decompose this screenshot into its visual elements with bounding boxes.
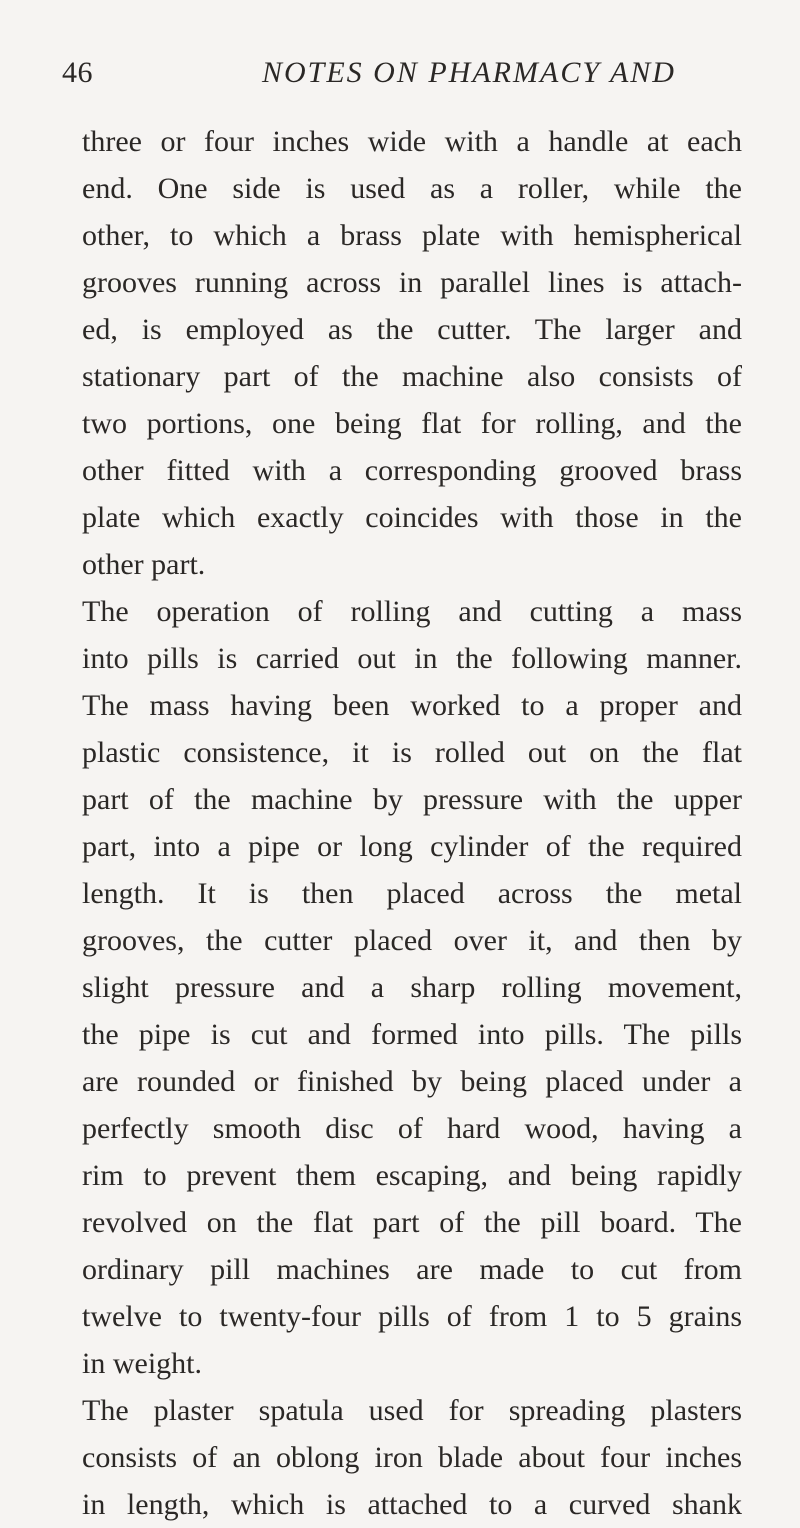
text-line: two portions, one being flat for rolling, and the [82, 407, 742, 440]
text-line: plastic consistence, it is rolled out on the flat [82, 736, 742, 769]
text-line: the pipe is cut and formed into pills. The pills [82, 1018, 742, 1051]
text-line: revolved on the flat part of the pill board. The [82, 1206, 742, 1239]
text-line: are rounded or finished by being placed under a [82, 1065, 742, 1098]
text-line: other, to which a brass plate with hemispherical [82, 219, 742, 252]
text-line: in weight. [82, 1347, 202, 1380]
text-line: end. One side is used as a roller, while the [82, 172, 742, 205]
page-number: 46 [62, 56, 93, 89]
running-title: NOTES ON PHARMACY AND [262, 56, 676, 89]
text-line: other fitted with a corresponding grooved brass [82, 454, 742, 487]
page-header [62, 56, 742, 100]
text-line: The mass having been worked to a proper and [82, 689, 742, 722]
text-line: other part. [82, 548, 206, 581]
text-line: ordinary pill machines are made to cut from [82, 1253, 742, 1286]
text-line: consists of an oblong iron blade about four inches [82, 1441, 742, 1474]
paragraph [82, 118, 742, 588]
text-line: in length, which is attached to a curved shank [82, 1488, 742, 1521]
body-text [82, 118, 742, 1528]
text-line: rim to prevent them escaping, and being rapidly [82, 1159, 742, 1192]
text-line: The operation of rolling and cutting a mass [82, 595, 742, 628]
text-line: grooves, the cutter placed over it, and then by [82, 924, 742, 957]
text-line: part, into a pipe or long cylinder of the required [82, 830, 742, 863]
paragraph [82, 1387, 742, 1528]
text-line: length. It is then placed across the metal [82, 877, 742, 910]
text-line: part of the machine by pressure with the upper [82, 783, 742, 816]
text-line: stationary part of the machine also consists of [82, 360, 742, 393]
text-line: three or four inches wide with a handle at each [82, 125, 742, 158]
text-line: slight pressure and a sharp rolling movement, [82, 971, 742, 1004]
text-line: twelve to twenty-four pills of from 1 to 5 grains [82, 1300, 742, 1333]
text-line: into pills is carried out in the following manner. [82, 642, 742, 675]
text-line: ed, is employed as the cutter. The larger and [82, 313, 742, 346]
text-line: The plaster spatula used for spreading plasters [82, 1394, 742, 1427]
paragraph [82, 588, 742, 1387]
text-line: plate which exactly coincides with those in the [82, 501, 742, 534]
text-line: grooves running across in parallel lines is attach- [82, 266, 742, 299]
text-line: perfectly smooth disc of hard wood, having a [82, 1112, 742, 1145]
